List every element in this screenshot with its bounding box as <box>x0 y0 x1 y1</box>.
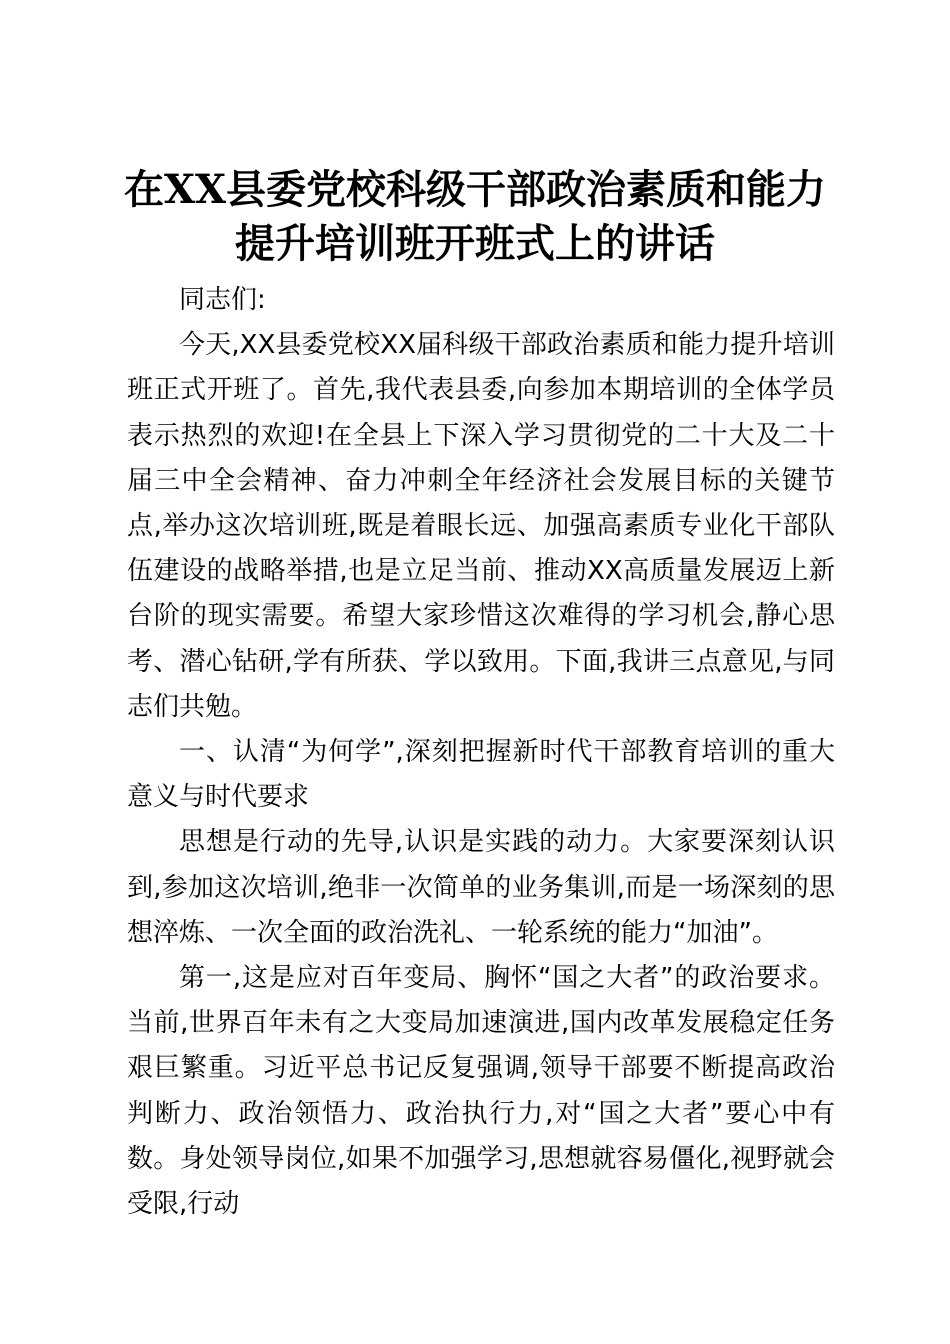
section-heading-1: 一、认清“为何学”,深刻把握新时代干部教育培训的重大意义与时代要求 <box>127 737 835 813</box>
paragraph-point-1: 第一,这是应对百年变局、胸怀“国之大者”的政治要求。当前,世界百年未有之大变局加速演进,国内改革发展稳定任务艰巨繁重。习近平总书记反复强调,领导干部要不断提高政治判断力、政治领悟力、政治执行力,对“国之大者”要心中有数。身处领导岗位,如果不加强学习,思想就容易僵化,视野就会受限,行动 <box>127 963 835 1220</box>
salutation: 同志们: <box>179 285 266 315</box>
document-title: 在XX县委党校科级干部政治素质和能力提升培训班开班式上的讲话 <box>123 166 827 267</box>
paragraph-intro: 今天,XX县委党校XX届科级干部政治素质和能力提升培训班正式开班了。首先,我代表县委,向参加本期培训的全体学员表示热烈的欢迎!在全县上下深入学习贯彻党的二十大及二十届三中全会精神、奋力冲刺全年经济社会发展目标的关键节点,举办这次培训班,既是着眼长远、加强高素质专业化干部队伍建设的战略举措,也是立足当前、推动XX高质量发展迈上新台阶的现实需要。希望大家珍惜这次难得的学习机会,静心思考、潜心钻研,学有所获、学以致用。下面,我讲三点意见,与同志们共勉。 <box>127 330 835 722</box>
document-body <box>127 278 835 1227</box>
paragraph-section-1-intro: 思想是行动的先导,认识是实践的动力。大家要深刻认识到,参加这次培训,绝非一次简单的业务集训,而是一场深刻的思想淬炼、一次全面的政治洗礼、一轮系统的能力“加油”。 <box>127 827 835 948</box>
